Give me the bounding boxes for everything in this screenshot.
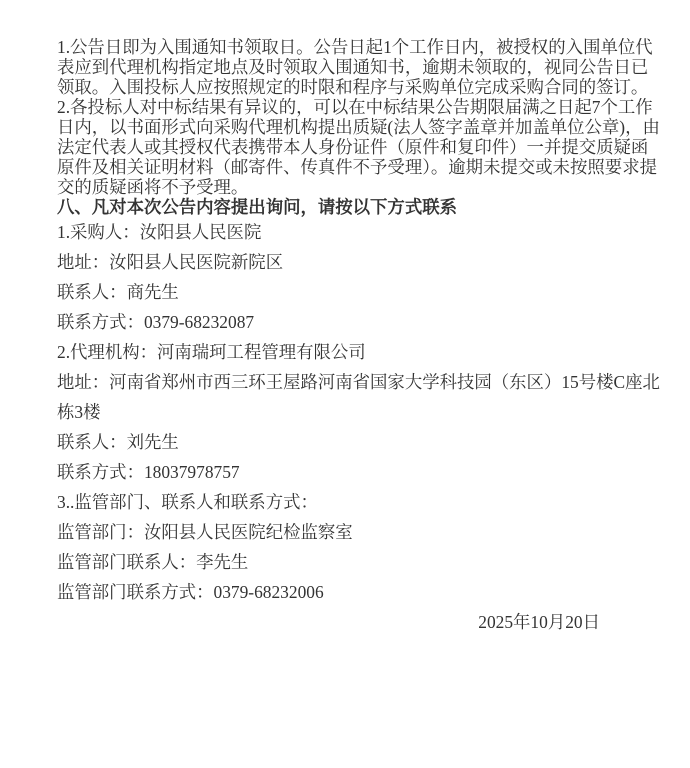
purchaser-address-line: 地址：汝阳县人民医院新院区	[57, 252, 284, 272]
notice-paragraph-2: 2.各投标人对中标结果有异议的，可以在中标结果公告期限届满之日起7个工作日内，以书面形式向采购代理机构提出质疑(法人签字盖章并加盖单位公章)，由法定代表人或其授权代表携带本人身份证件（原件和复印件）一并提交质疑函原件及相关证明材料（邮寄件、传真件不予受理）。逾期未提交或未按照要求提交的质疑函将不予受理。	[57, 97, 660, 197]
agency-phone-line: 联系方式：18037978757	[57, 462, 240, 482]
purchaser-line: 1.采购人：汝阳县人民医院	[57, 222, 262, 242]
agency-address-line: 地址：河南省郑州市西三环王屋路河南省国家大学科技园（东区）15号楼C座北栋3楼	[57, 372, 660, 422]
supervision-department-line: 监管部门：汝阳县人民医院纪检监察室	[57, 522, 353, 542]
agency-contact-person-line: 联系人：刘先生	[57, 432, 179, 452]
purchaser-phone-line: 联系方式：0379-68232087	[57, 312, 255, 332]
notice-paragraph-1: 1.公告日即为入围通知书领取日。公告日起1个工作日内，被授权的入围单位代表应到代理机构指定地点及时领取入围通知书，逾期未领取的，视同公告日已领取。入围投标人应按照规定的时限和程序与采购单位完成采购合同的签订。	[57, 37, 653, 97]
supervision-phone-line: 监管部门联系方式：0379-68232006	[57, 582, 324, 602]
agency-line: 2.代理机构：河南瑞珂工程管理有限公司	[57, 342, 366, 362]
supervision-contact-person-line: 监管部门联系人：李先生	[57, 552, 249, 572]
contact-info-section	[57, 217, 664, 607]
purchaser-contact-person-line: 联系人：商先生	[57, 282, 179, 302]
supervision-heading-line: 3..监管部门、联系人和联系方式：	[57, 492, 318, 512]
notice-date: 2025年10月20日	[478, 612, 600, 632]
contact-section-heading: 八、凡对本次公告内容提出询问，请按以下方式联系	[57, 197, 457, 217]
